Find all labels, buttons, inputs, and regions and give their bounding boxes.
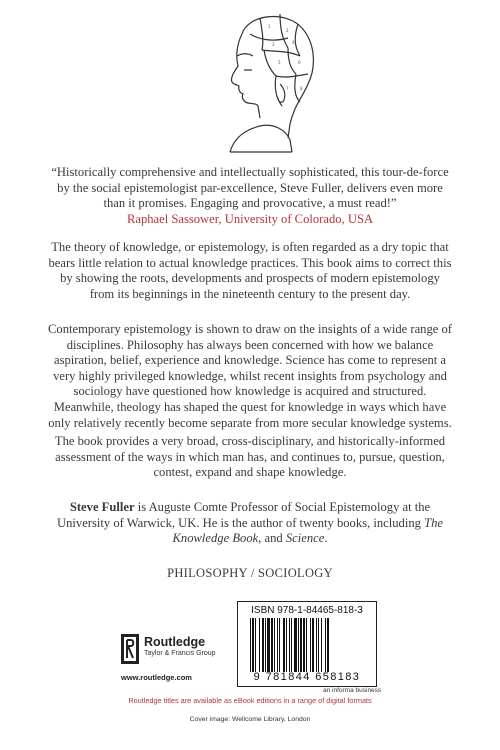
barcode-bar <box>291 618 292 672</box>
barcode-bar <box>310 618 311 672</box>
cover-credit: Cover image: Wellcome Library, London <box>189 716 311 723</box>
barcode-bar <box>325 618 326 672</box>
barcode-bar <box>279 618 280 672</box>
barcode-bar <box>255 618 256 672</box>
informa-tagline: an informa business <box>323 687 382 694</box>
barcode-bar <box>265 618 266 672</box>
barcode-bar <box>294 618 297 672</box>
author-bio <box>48 500 452 547</box>
author-name: Steve Fuller <box>69 500 135 514</box>
svg-text:5: 5 <box>278 60 281 65</box>
svg-text:2: 2 <box>286 28 289 33</box>
barcode-bar <box>303 618 305 672</box>
book-title-2: Science <box>285 531 325 546</box>
bio-text: is Auguste Comte Professor of Social Epistemology at the University of Warwick, UK. He is the author of twenty books, including <box>57 500 431 530</box>
barcode-bars <box>250 618 368 672</box>
barcode-bar <box>267 618 270 672</box>
isbn-label: ISBN 978-1-84465-818-3 <box>251 605 363 616</box>
svg-text:8: 8 <box>300 86 303 91</box>
endorsement-quote <box>48 165 452 227</box>
svg-text:6: 6 <box>298 60 301 65</box>
barcode-bar <box>327 618 329 672</box>
barcode-bar <box>259 618 260 672</box>
barcode-bar <box>306 618 307 672</box>
quote-attribution: Raphael Sassower, University of Colorado, USA <box>126 211 374 226</box>
bio-separator: , and <box>258 531 286 546</box>
barcode-bar <box>262 618 264 672</box>
barcode <box>237 601 377 687</box>
book-title-1: The Knowledge Book <box>172 515 443 546</box>
ean-number: 9 781844 658183 <box>253 671 361 683</box>
svg-text:7: 7 <box>286 86 289 91</box>
subject-category: PHILOSOPHY / SOCIOLOGY <box>167 566 333 580</box>
barcode-bar <box>250 618 251 672</box>
barcode-bar <box>274 618 275 672</box>
description-paragraph-3: The book provides a very broad, cross-disciplinary, and historically-informed assessment of the ways in which man has, and continues to, pursue, question, contest, expand and shape knowledge. <box>54 434 446 480</box>
quote-text: “Historically comprehensive and intellectually sophisticated, this tour-de-force by the social epistemologist par-excellence, Steve Fuller, delivers even more than it promises. Engaging and provocative, a must read!” <box>51 165 449 211</box>
publisher-name: Routledge <box>144 635 206 649</box>
svg-text:4: 4 <box>292 40 295 45</box>
barcode-bar <box>321 618 322 672</box>
barcode-bar <box>289 618 290 672</box>
publisher-website: www.routledge.com <box>121 673 192 682</box>
barcode-bar <box>283 618 285 672</box>
barcode-bar <box>271 618 273 672</box>
routledge-logo-icon <box>121 634 139 664</box>
phrenology-head-icon <box>190 6 330 156</box>
svg-text:3: 3 <box>272 42 275 47</box>
barcode-bar <box>300 618 302 672</box>
barcode-bar <box>286 618 287 672</box>
barcode-bar <box>298 618 299 672</box>
bio-end: . <box>324 531 328 546</box>
barcode-bar <box>252 618 254 672</box>
description-paragraph-2: Contemporary epistemology is shown to draw on the insights of a wide range of disciplines. Philosophy has always been concerned with how we balance aspiration, belief, experience and knowledge. Science has come to represent a very highly privileged knowledge, whilst recent insights from psychology and sociology have questioned how knowledge is acquired and structured. Meanwhile, theology has shaped the quest for knowledge in ways which have only relatively recently become separate from more secular knowledge systems. <box>48 322 452 430</box>
barcode-bar <box>277 618 278 672</box>
svg-text:1: 1 <box>268 24 271 29</box>
barcode-bar <box>312 618 314 672</box>
publisher-group: Taylor & Francis Group <box>144 650 216 657</box>
barcode-bar <box>318 618 319 672</box>
description-paragraph-1: The theory of knowledge, or epistemology, is often regarded as a dry topic that bears little relation to actual knowledge practices. This book aims to correct this by showing the roots, developments and prospects of modern epistemology from its beginnings in the nineteenth century to the present day. <box>48 240 452 301</box>
ebook-note: Routledge titles are available as eBook editions in a range of digital formats <box>128 696 372 705</box>
barcode-bar <box>316 618 317 672</box>
